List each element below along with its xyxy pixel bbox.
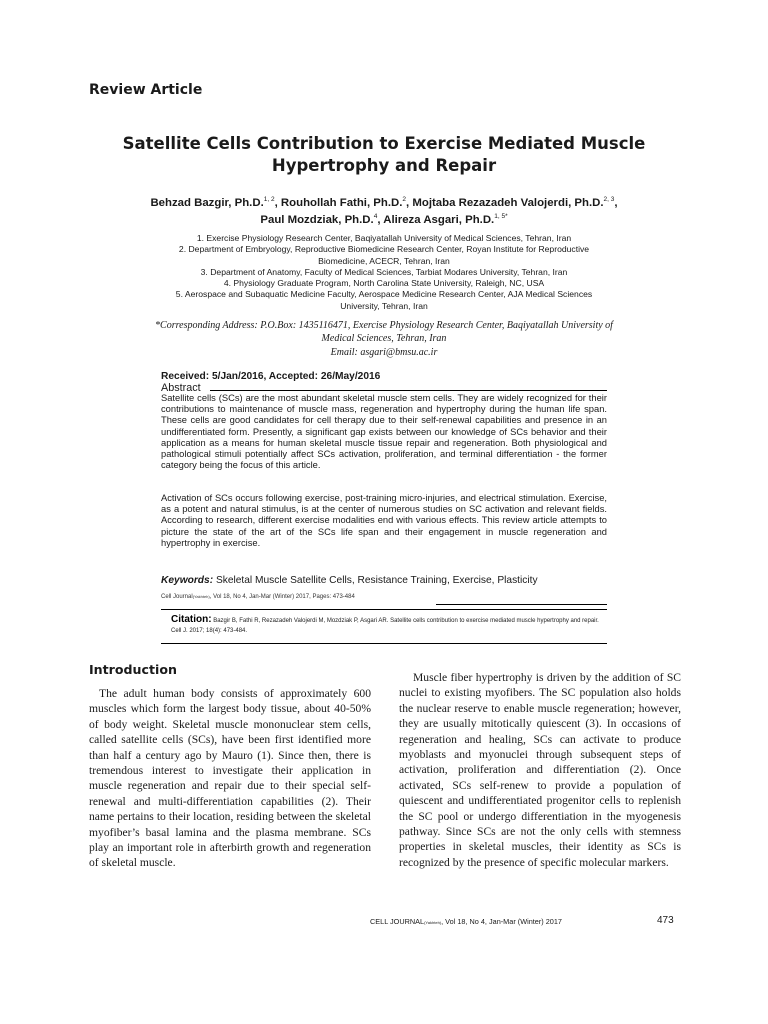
- journal-issue: , Vol 18, No 4, Jan-Mar (Winter) 2017, Pages: 473-484: [209, 594, 355, 600]
- corresponding-email: Email: asgari@bmsu.ac.ir: [330, 346, 438, 358]
- running-footer: [370, 917, 562, 926]
- abstract-paragraph-1: Satellite cells (SCs) are the most abundant skeletal muscle stem cells. They are widely recognized for their contributions to maintenance of muscle mass, regeneration and hypertrophy during the human life span. These cells are good candidates for cell therapy due to their self-renewal capabilities and presence in an undifferentiated form. Presently, a significant gap exists between our knowledge of SCs behavior and their application as a means for human skeletal muscle tissue repair and regeneration. Both physiological and pathological stimuli potentially affect SCs activation, proliferation, and terminal differentiation - the former category being the focus of this article.: [161, 393, 607, 471]
- affiliation-line: 4. Physiology Graduate Program, North Carolina State University, Raleigh, NC, USA: [223, 278, 545, 289]
- affiliation-line: Biomedicine, ACECR, Tehran, Iran: [318, 255, 450, 266]
- journal-reference: [161, 594, 355, 600]
- affiliation-line: 2. Department of Embryology, Reproductive Biomedicine Research Center, Royan Institute for Reproductive: [178, 244, 590, 255]
- abstract-rule: [210, 390, 607, 391]
- citation-top-rule: [161, 609, 607, 610]
- keywords-list: Skeletal Muscle Satellite Cells, Resistance Training, Exercise, Plasticity: [215, 575, 538, 586]
- author-separator: ,: [614, 196, 618, 209]
- author-affiliation-mark: 4: [373, 212, 378, 220]
- citation-label: Citation:: [171, 614, 212, 625]
- footer-journal-sub: (Yakhteh): [424, 920, 442, 925]
- journal-name: Cell Journal: [161, 594, 193, 600]
- affiliations: [100, 233, 668, 312]
- author-line-1: [90, 193, 678, 210]
- affiliation-line: 3. Department of Anatomy, Faculty of Medical Sciences, Tarbiat Modares University, Tehran, Iran: [200, 266, 568, 277]
- journal-rule: [436, 604, 607, 605]
- page-number: 473: [657, 915, 674, 926]
- abstract-paragraph-2: Activation of SCs occurs following exercise, post-training micro-injuries, and electrical stimulation. Exercise, as a potent and natural stimulus, is at the center of numerous studies on SC activation and relevant fields. According to research, different exercise modalities end with various effects. This review article attempts to picture the state of the art of the SCs life span and their engagement in muscle regeneration and hypertrophy in exercise.: [161, 493, 607, 548]
- author-affiliation-mark: 2, 3: [603, 196, 615, 203]
- corresponding-line: Medical Sciences, Tehran, Iran: [321, 333, 447, 345]
- citation-block: [171, 615, 601, 636]
- keywords-label: Keywords:: [161, 575, 214, 586]
- author-list: [90, 193, 678, 227]
- journal-subname: (Yakhteh): [192, 594, 210, 599]
- author-separator: ,: [406, 196, 413, 209]
- keywords: [161, 575, 611, 586]
- affiliation-line: 1. Exercise Physiology Research Center, Baqiyatallah University of Medical Sciences, Tehran, Iran: [196, 233, 572, 243]
- author-name: Behzad Bazgir, Ph.D.: [150, 196, 264, 209]
- author-name: Mojtaba Rezazadeh Valojerdi, Ph.D.: [412, 196, 604, 209]
- introduction-right-column: Muscle fiber hypertrophy is driven by the addition of SC nuclei to existing myofibers. The SC population also holds the nuclear reserve to enable muscle regeneration; however, they are usually mitotically quiescent (3). In occasions of regeneration and healing, SCs can activate to produce myoblasts and myonuclei through subsequent steps of activation, proliferation and differentiation (2). Once activated, SCs self-renew to provide a population of quiescent and undifferentiated progenitor cells to replenish the SC pool or undergo differentiation in the myogenesis pathway. Since SCs are not the only cells with stemness properties in skeletal muscles, their identity as SCs is recognized by the presence of specific molecular markers.: [399, 671, 681, 869]
- title-line-2: Hypertrophy and Repair: [271, 156, 497, 175]
- affiliation-line: University, Tehran, Iran: [340, 300, 428, 311]
- title-line-1: Satellite Cells Contribution to Exercise Mediated Muscle: [122, 134, 646, 153]
- author-separator: ,: [377, 213, 384, 226]
- corresponding-address: [100, 319, 668, 359]
- author-affiliation-mark: 1, 5*: [494, 212, 508, 220]
- introduction-left-column: The adult human body consists of approximately 600 muscles which form the largest body tissue, about 40-50% of body weight. Skeletal muscle mononuclear stem cells, called satellite cells (SCs), have been first identified more than half a century ago by Mauro (1). Since then, there is tremendous interest to investigate their application in muscle regeneration and repair due to their special self-renewal and multi-differentiation capabilities (2). Their name pertains to their location, residing between the skeletal myofiber’s basal lamina and the plasma membrane. SCs play an important role in afterbirth growth and regeneration of skeletal muscle.: [89, 687, 371, 870]
- citation-text: Bazgir B, Fathi R, Rezazadeh Valojerdi M, Mozdziak P, Asgari AR. Satellite cells contribution to exercise mediated muscle hypertrophy and repair. Cell J. 2017; 18(4): 473-484.: [171, 618, 599, 634]
- article-title: [70, 133, 698, 177]
- corresponding-line: *Corresponding Address: P.O.Box: 1435116471, Exercise Physiology Research Center, Baqiyatallah University of: [155, 320, 613, 331]
- author-line-2: [90, 210, 678, 227]
- article-type-label: Review Article: [89, 82, 203, 98]
- author-affiliation-mark: 2: [402, 196, 407, 203]
- footer-issue: , Vol 18, No 4, Jan-Mar (Winter) 2017: [441, 917, 562, 926]
- author-affiliation-mark: 1, 2: [263, 196, 275, 203]
- author-name: Alireza Asgari, Ph.D.: [383, 213, 495, 226]
- introduction-heading: Introduction: [89, 662, 177, 677]
- author-separator: ,: [274, 196, 281, 209]
- affiliation-line: 5. Aerospace and Subaquatic Medicine Faculty, Aerospace Medicine Research Center, AJA Medical Sciences: [175, 289, 593, 300]
- footer-journal: CELL JOURNAL: [370, 917, 425, 926]
- author-name: Paul Mozdziak, Ph.D.: [260, 213, 374, 226]
- citation-bottom-rule: [161, 643, 607, 644]
- received-accepted-dates: Received: 5/Jan/2016, Accepted: 26/May/2016: [161, 371, 381, 382]
- abstract-heading: Abstract: [161, 382, 201, 394]
- author-name: Rouhollah Fathi, Ph.D.: [280, 196, 403, 209]
